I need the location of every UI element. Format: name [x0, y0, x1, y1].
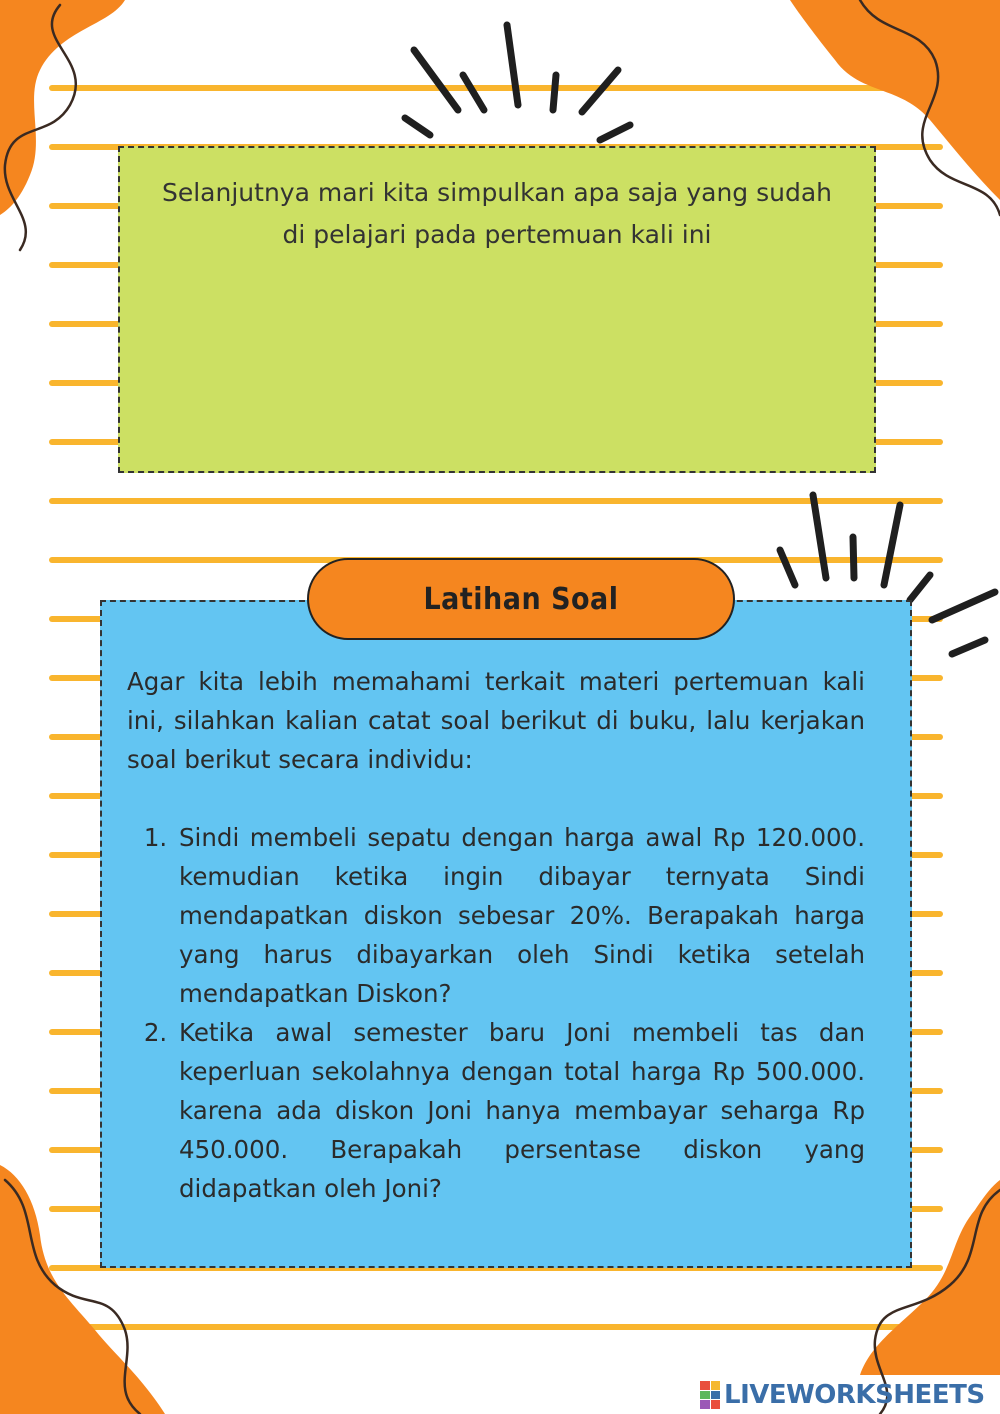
liveworksheets-logo — [700, 1378, 985, 1412]
exercise-title-badge — [307, 558, 735, 640]
question-item-1: 1. Sindi membeli sepatu dengan harga awal Rp 120.000. kemudian ketika ingin dibayar ternyata Sindi mendapatkan diskon sebesar 20%. Berapakah harga yang harus dibayarkan oleh Sindi ketika setelah mendapatkan Diskon? — [175, 818, 865, 1013]
question-list — [127, 818, 865, 1208]
exercise-title: Latihan Soal — [423, 581, 619, 617]
summary-box — [118, 146, 876, 473]
logo-brand-text: LIVEWORKSHEETS — [724, 1380, 985, 1410]
burst-top — [405, 25, 630, 140]
question-item-2: 2. Ketika awal semester baru Joni membeli tas dan keperluan sekolahnya dengan total harga Rp 500.000. karena ada diskon Joni hanya membayar seharga Rp 450.000. Berapakah persentase diskon yang didapatkan oleh Joni? — [175, 1013, 865, 1208]
exercise-intro: Agar kita lebih memahami terkait materi pertemuan kali ini, silahkan kalian catat soal berikut di buku, lalu kerjakan soal berikut secara individu: — [127, 667, 865, 774]
exercise-box — [100, 600, 912, 1268]
logo-mark-icon — [700, 1381, 720, 1409]
corner-blob-top-left — [0, 0, 125, 215]
summary-text: Selanjutnya mari kita simpulkan apa saja yang sudah di pelajari pada pertemuan kali ini — [161, 178, 833, 249]
